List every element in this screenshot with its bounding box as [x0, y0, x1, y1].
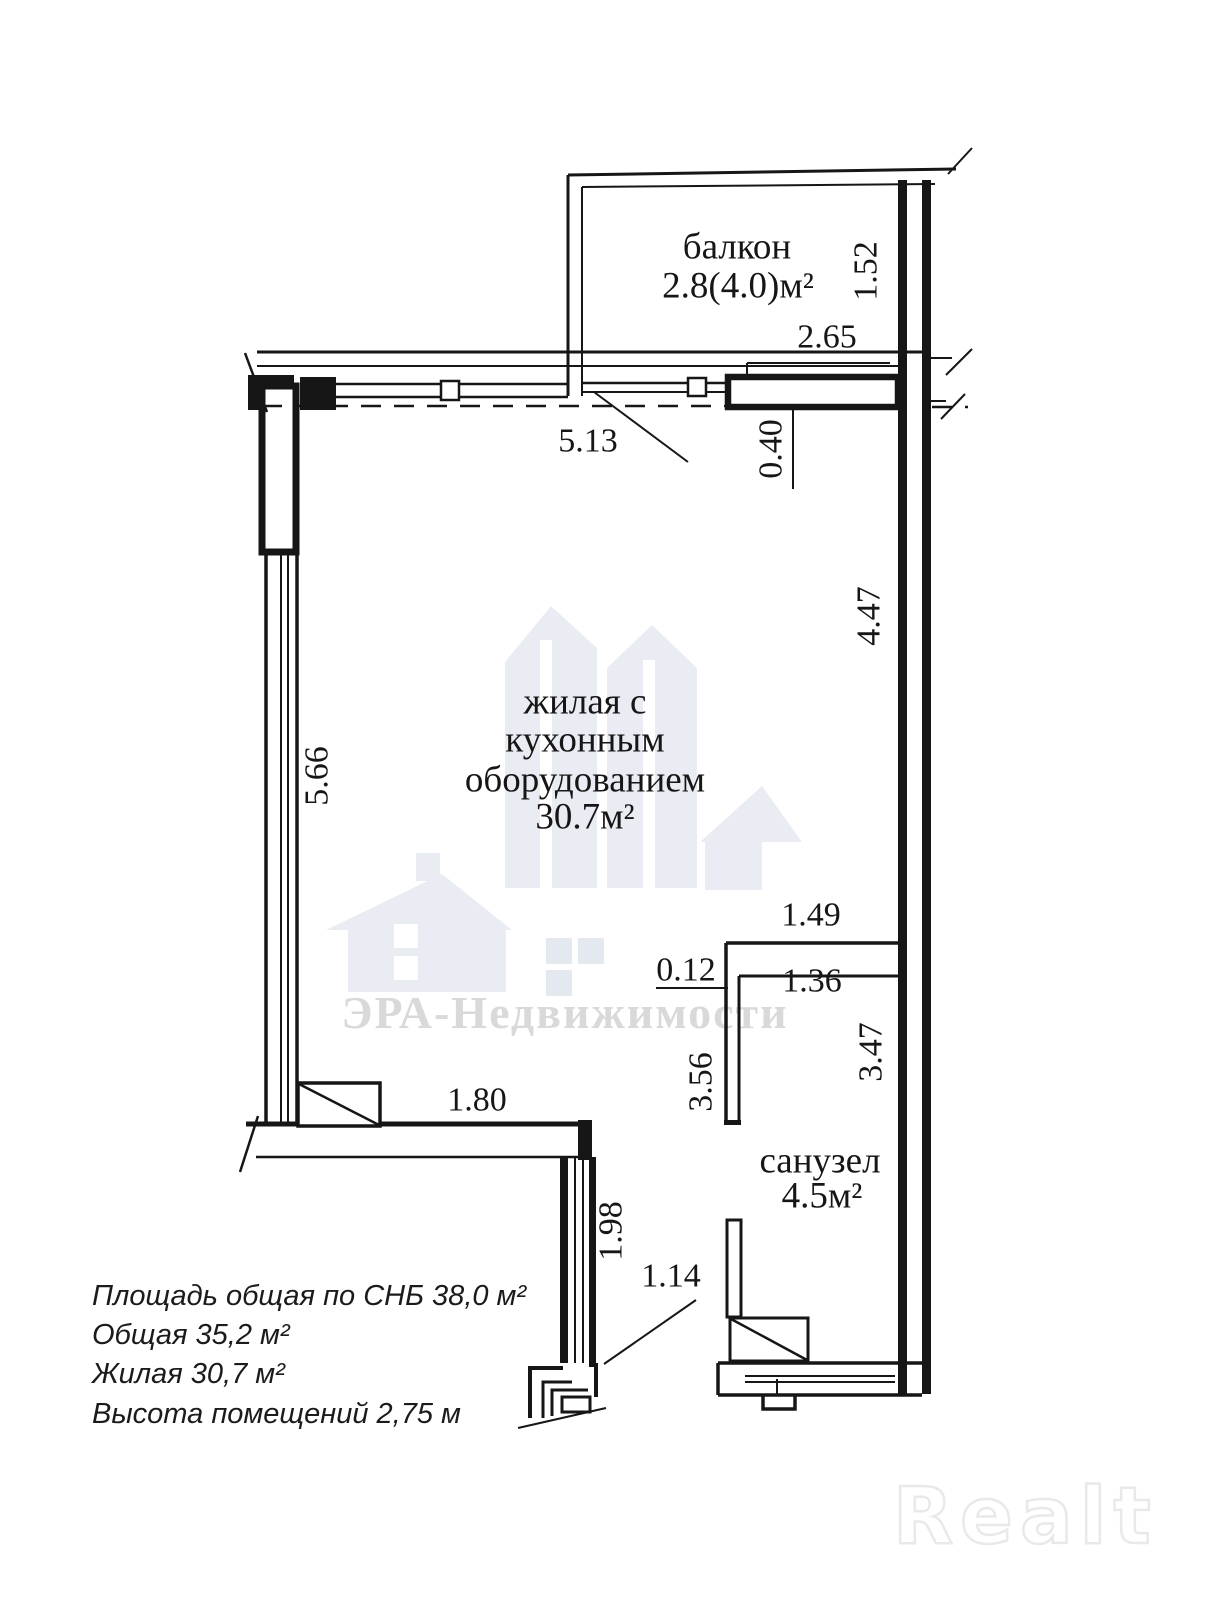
bottom-left-wall — [240, 1083, 592, 1172]
dim-040-label: 0.40 — [752, 419, 790, 479]
window-joint-marker — [688, 378, 706, 396]
bathroom-bottom — [718, 1220, 922, 1409]
living-room-label-line2: кухонным — [505, 719, 665, 761]
window-joint-marker — [441, 381, 459, 400]
note-living: Жилая 30,7 м² — [92, 1358, 285, 1390]
door-stub-wall — [727, 1220, 741, 1317]
dim-265-label: 2.65 — [797, 318, 857, 356]
dim-347-label: 3.47 — [852, 1022, 890, 1082]
leader-1-14 — [604, 1300, 696, 1364]
balcony-label: балкон — [682, 226, 792, 268]
dim-513-label: 5.13 — [558, 422, 618, 460]
area-notes — [90, 1280, 527, 1430]
dim-180-label: 1.80 — [447, 1081, 507, 1119]
dim-566-label: 5.66 — [298, 746, 336, 806]
balcony-jamb-wall — [728, 377, 898, 407]
balcony-area-label: 2.8(4.0)м² — [662, 265, 814, 307]
dim-149-label: 1.49 — [781, 896, 841, 934]
living-room-label-line1: жилая с — [523, 681, 647, 723]
living-room-label-line3: оборудованием — [464, 759, 706, 801]
dim-198-label: 1.98 — [592, 1201, 630, 1261]
wall-notch — [763, 1395, 795, 1409]
realt-logo: Realt — [893, 1472, 1158, 1562]
living-room-area-label: 30.7м² — [535, 796, 635, 838]
dim-012-label: 0.12 — [656, 951, 716, 989]
dim-136-label: 1.36 — [782, 962, 842, 1000]
bathroom-label: санузел — [759, 1140, 881, 1182]
dim-356-label: 3.56 — [682, 1052, 720, 1112]
dim-114-label: 1.14 — [641, 1257, 701, 1295]
note-total: Общая 35,2 м² — [92, 1319, 290, 1351]
bathroom-area-label: 4.5м² — [781, 1175, 863, 1217]
note-height: Высота помещений 2,75 м — [92, 1398, 461, 1430]
dim-152-label: 1.52 — [847, 241, 885, 301]
right-wall — [898, 180, 972, 1394]
note-total-snb: Площадь общая по СНБ 38,0 м² — [92, 1280, 527, 1312]
left-wall — [266, 552, 297, 1122]
watermark-agency-text: ЭРА-Недвижимости — [341, 987, 789, 1038]
dim-447-label: 4.47 — [850, 586, 888, 646]
